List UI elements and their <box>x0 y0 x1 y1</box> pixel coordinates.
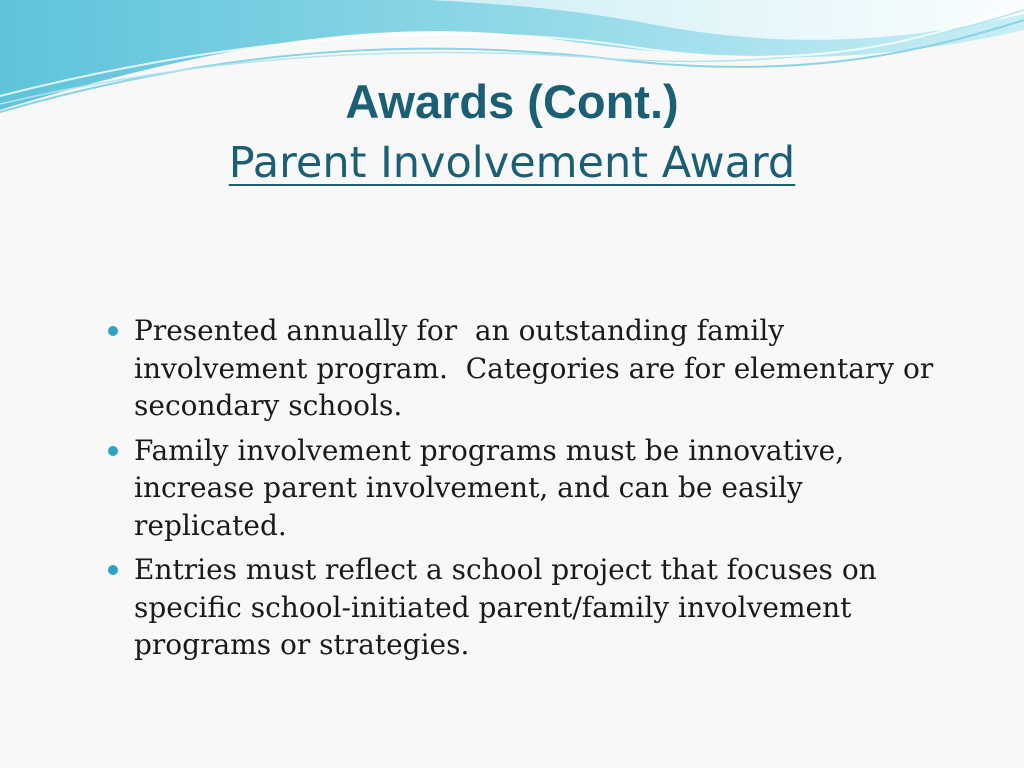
slide-title: Awards (Cont.) <box>345 75 679 128</box>
bullet-item <box>106 312 956 425</box>
bullet-dot-icon <box>108 446 118 456</box>
bullet-text: Entries must reflect a school project that focuses on specific school-initiated parent/family involvement programs or strategies. <box>134 553 886 661</box>
title-block <box>0 72 1024 194</box>
bullet-item <box>106 551 956 664</box>
bullet-text: Presented annually for an outstanding family involvement program. Categories are for elementary or secondary schools. <box>134 314 943 422</box>
slide-subtitle-link[interactable]: Parent Involvement Award <box>228 138 796 188</box>
bullet-list <box>106 312 956 671</box>
bullet-dot-icon <box>108 565 118 575</box>
bullet-dot-icon <box>108 326 118 336</box>
bullet-item <box>106 432 956 545</box>
bullet-text: Family involvement programs must be innovative, increase parent involvement, and can be easily replicated. <box>134 433 853 542</box>
